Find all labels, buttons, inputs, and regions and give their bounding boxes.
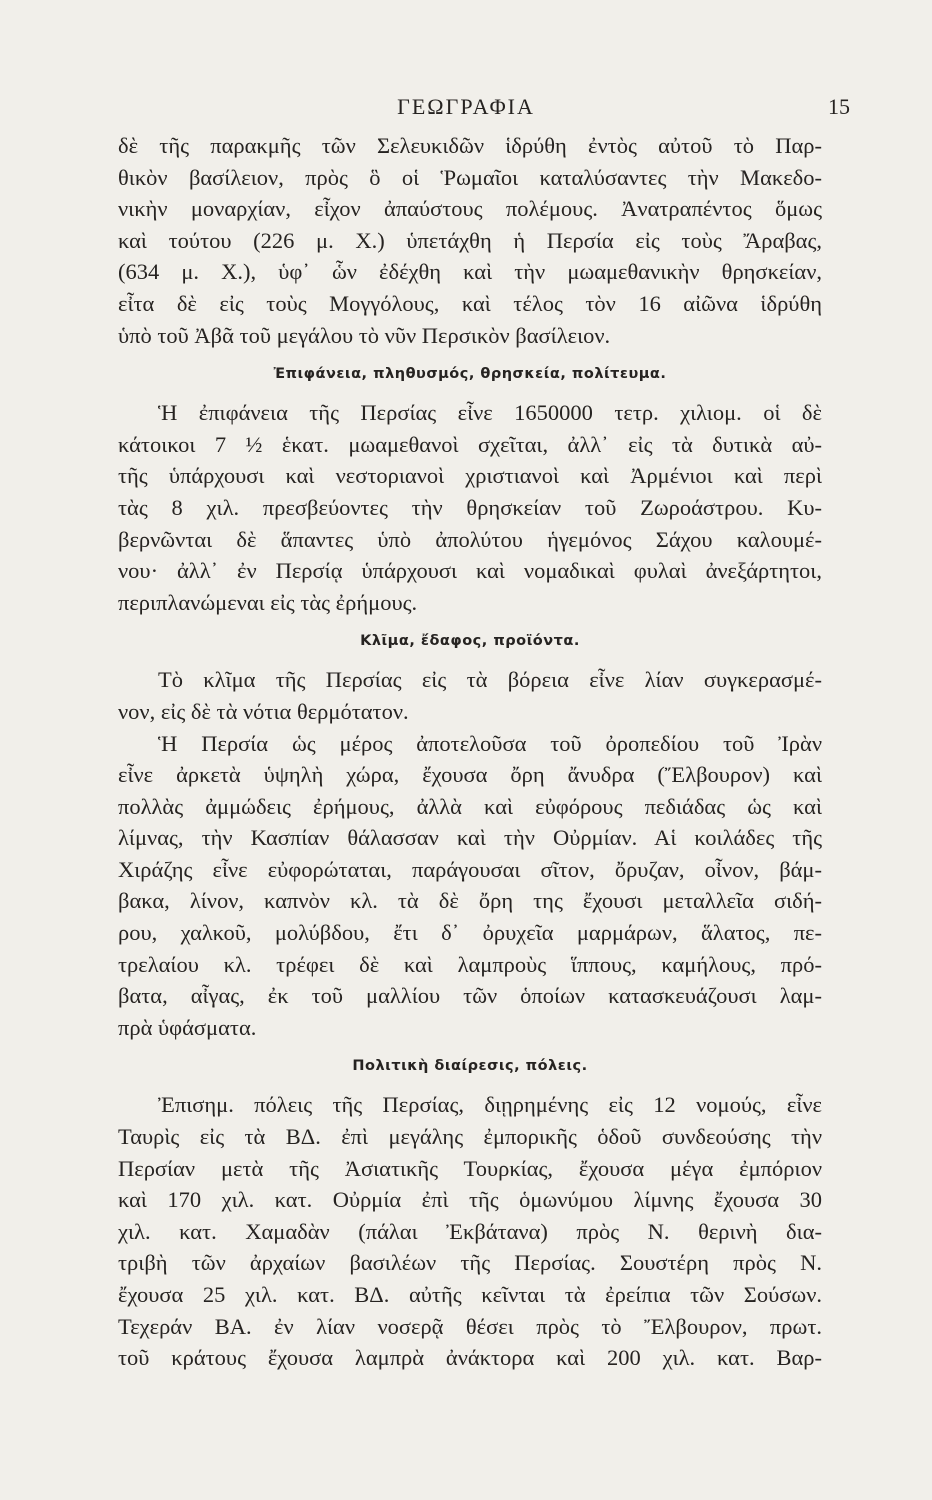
text-line: Ταυρὶς εἰς τὰ ΒΔ. ἐπὶ μεγάλης ἐμπορικῆς ὁδοῦ συνδεούσης τὴν: [118, 1124, 822, 1150]
text-line: ἔχουσα 25 χιλ. κατ. ΒΔ. αὐτῆς κεῖνται τὰ ἐρείπια τῶν Σούσων.: [118, 1282, 822, 1307]
text-line: Ἐπισημ. πόλεις τῆς Περσίας, διῃρημένης εἰς 12 νομούς, εἶνε: [158, 1092, 822, 1118]
text-line: βακα, λίνον, καπνὸν κλ. τὰ δὲ ὄρη της ἔχουσι μεταλλεῖα σιδή-: [118, 888, 822, 914]
text-line: τριβὴ τῶν ἀρχαίων βασιλέων τῆς Περσίας. Σουστέρη πρὸς Ν.: [118, 1250, 822, 1276]
text-block: [118, 664, 822, 1043]
text-line: Τὸ κλῖμα τῆς Περσίας εἰς τὰ βόρεια εἶνε λίαν συγκερασμέ-: [158, 667, 822, 693]
text-block: [118, 397, 822, 618]
text-line: Περσίαν μετὰ τῆς Ἀσιατικῆς Τουρκίας, ἔχουσα μέγα ἐμπόριον: [118, 1155, 822, 1181]
text-line: (634 μ. Χ.), ὑφ᾽ ὧν ἐδέχθη καὶ τὴν μωαμεθανικὴν θρησκείαν,: [118, 259, 822, 285]
text-line: βερνῶνται δὲ ἅπαντες ὑπὸ ἀπολύτου ἡγεμόνος Σάχου καλουμέ-: [118, 526, 822, 552]
text-line: τὰς 8 χιλ. πρεσβεύοντες τὴν θρησκείαν τοῦ Ζωροάστρου. Κυ-: [118, 494, 822, 520]
text-line: τοῦ κράτους ἔχουσα λαμπρὰ ἀνάκτορα καὶ 200 χιλ. κατ. Βαρ-: [118, 1345, 822, 1371]
text-line: νου· ἀλλ᾽ ἐν Περσίᾳ ὑπάρχουσι καὶ νομαδικαὶ φυλαὶ ἀνεξάρτητοι,: [118, 558, 822, 584]
text-line: περιπλανώμεναι εἰς τὰς ἐρήμους.: [118, 589, 418, 615]
text-line: Τεχεράν ΒΑ. ἐν λίαν νοσερᾷ θέσει πρὸς τὸ Ἔλβουρον, πρωτ.: [118, 1313, 822, 1339]
text-line: καὶ τούτου (226 μ. Χ.) ὑπετάχθη ἡ Περσία εἰς τοὺς Ἄραβας,: [118, 227, 822, 253]
text-line: ὑπὸ τοῦ Ἀβᾶ τοῦ μεγάλου τὸ νῦν Περσικὸν βασίλειον.: [118, 322, 611, 348]
text-line: τρελαίου κλ. τρέφει δὲ καὶ λαμπροὺς ἵππους, καμήλους, πρό-: [118, 951, 822, 977]
text-line: νικὴν μοναρχίαν, εἶχον ἀπαύστους πολέμους. Ἀνατραπέντος ὅμως: [118, 196, 822, 222]
text-block: [118, 1089, 822, 1373]
running-head: [0, 92, 932, 122]
text-line: κάτοικοι 7 ½ ἑκατ. μωαμεθανοὶ σχεῖται, ἀλλ᾽ εἰς τὰ δυτικὰ αὐ-: [118, 431, 822, 457]
running-title: ΓΕΩΓΡΑΦΙΑ: [397, 94, 535, 119]
text-line: εἶνε ἀρκετὰ ὑψηλὴ χώρα, ἔχουσα ὄρη ἄνυδρα (Ἔλβουρον) καὶ: [118, 762, 822, 788]
text-line: ρου, χαλκοῦ, μολύβδου, ἔτι δ᾽ ὀρυχεῖα μαρμάρων, ἅλατος, πε-: [118, 920, 822, 946]
text-line: πολλὰς ἀμμώδεις ἐρήμους, ἀλλὰ καὶ εὐφόρους πεδιάδας ὡς καὶ: [118, 793, 822, 819]
text-line: καὶ 170 χιλ. κατ. Οὐρμία ἐπὶ τῆς ὁμωνύμου λίμνης ἔχουσα 30: [118, 1187, 822, 1213]
text-line: θικὸν βασίλειον, πρὸς ὃ οἱ Ῥωμαῖοι καταλύσαντες τὴν Μακεδο-: [118, 164, 822, 190]
text-line: χιλ. κατ. Χαμαδὰν (πάλαι Ἐκβάτανα) πρὸς Ν. θερινὴ δια-: [118, 1218, 822, 1244]
text-line: δὲ τῆς παρακμῆς τῶν Σελευκιδῶν ἱδρύθη ἐντὸς αὐτοῦ τὸ Παρ-: [118, 133, 822, 158]
text-line: πρὰ ὑφάσματα.: [118, 1014, 257, 1040]
text-line: Ἡ ἐπιφάνεια τῆς Περσίας εἶνε 1650000 τετρ. χιλιομ. οἱ δὲ: [158, 400, 822, 426]
text-line: λίμνας, τὴν Κασπίαν θάλασσαν καὶ τὴν Οὐρμίαν. Αἱ κοιλάδες τῆς: [118, 825, 822, 851]
page-body: [118, 130, 822, 1374]
section-heading: Ἐπιφάνεια, πληθυσμός, θρησκεία, πολίτευμα.: [273, 366, 667, 383]
text-line: εἶτα δὲ εἰς τοὺς Μογγόλους, καὶ τέλος τὸν 16 αἰῶνα ἱδρύθη: [118, 290, 822, 316]
text-line: Ἡ Περσία ὡς μέρος ἀποτελοῦσα τοῦ ὀροπεδίου τοῦ Ἰρὰν: [158, 730, 822, 756]
text-line: βατα, αἶγας, ἐκ τοῦ μαλλίου τῶν ὁποίων κατασκευάζουσι λαμ-: [118, 983, 822, 1009]
text-line: Χιράζης εἶνε εὐφορώταται, παράγουσαι σῖτον, ὄρυζαν, οἶνον, βάμ-: [118, 856, 822, 882]
text-line: νον, εἰς δὲ τὰ νότια θερμότατον.: [118, 698, 409, 724]
section-heading: Κλῖμα, ἔδαφος, προϊόντα.: [360, 633, 580, 650]
section-heading: Πολιτικὴ διαίρεσις, πόλεις.: [352, 1058, 588, 1075]
text-line: τῆς ὑπάρχουσι καὶ νεστοριανοὶ χριστιανοὶ καὶ Ἀρμένιοι καὶ περὶ: [118, 463, 822, 489]
page-number: 15: [828, 94, 850, 119]
text-block: [118, 130, 822, 351]
